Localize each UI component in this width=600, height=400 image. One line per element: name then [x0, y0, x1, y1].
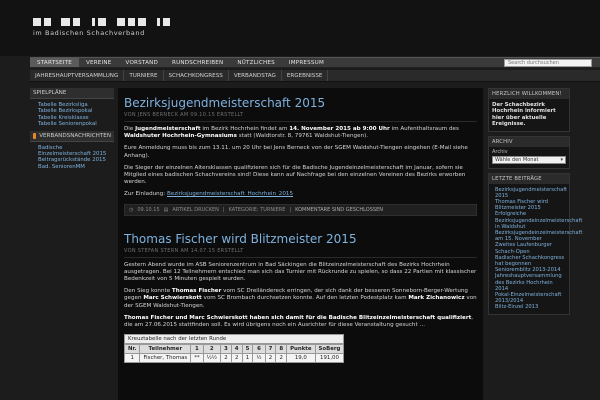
site-tagline: im Badischen Schachverband	[33, 29, 145, 37]
post-paragraph: Gestern Abend wurde im ASB Seniorenzentrum in Bad Säckingen die Blitzeinzelmeisterschaft des Bezirks Hochrhein ausgetragen. Bei 12 Teilnehmern entschied man sich das Turnier mit Rückrunde zu spielen, so dass 22 Partien mit klassischer Bedenkzeit von 5 Minuten gespielt wurden.	[124, 261, 477, 283]
logo-letter-block	[163, 18, 170, 26]
table-cell: 191,00	[315, 354, 344, 363]
chevron-down-icon: ▾	[560, 156, 563, 163]
nav-jahreshauptversammlung[interactable]: JAHRESHAUPTVERSAMMLUNG	[30, 70, 124, 81]
post-meta: VON JENS BERNECK AM 09.10.15 ERSTELLT	[124, 112, 477, 122]
table-cell: **	[191, 354, 203, 363]
recent-post-link[interactable]: Zweites Laufenburger Schach-Open	[495, 242, 552, 255]
logo-letter-block	[157, 18, 160, 26]
left-sidebar	[30, 88, 114, 400]
table-header-row	[125, 345, 344, 354]
bold-text: 14. November 2015 ab 9:00 Uhr	[289, 126, 390, 132]
table-header: 3	[221, 345, 232, 354]
link-bad-seniorenmm[interactable]: Bad. SeniorenMM	[38, 163, 85, 170]
link-tabelle-kreisklasse[interactable]: Tabelle Kreisklasse	[38, 114, 89, 121]
text: Den Sieg konnte	[124, 288, 172, 295]
separator: |	[222, 206, 225, 213]
crosstable-caption: Kreuztabelle nach der letzten Runde	[124, 334, 344, 344]
post-body	[124, 262, 477, 364]
nav-vereine[interactable]: VEREINE	[85, 59, 112, 66]
bold-text: Marc Schwierskott	[143, 295, 202, 302]
table-cell: 1	[125, 354, 140, 363]
table-cell: Fischer, Thomas	[140, 354, 191, 363]
post-footer	[124, 204, 477, 216]
nav-rundschreiben[interactable]: RUNDSCHREIBEN	[172, 59, 224, 66]
post-paragraph	[124, 126, 477, 140]
logo-spacer	[109, 18, 114, 26]
bold-text: Mark Zichanowicz	[408, 295, 465, 302]
invitation-link[interactable]: Bezirksjugendmeisterschaft_Hochrhein_2015	[166, 191, 294, 198]
logo-spacer	[149, 18, 154, 26]
recent-posts-list	[489, 184, 583, 314]
text: im Bezirk Hochrhein findet am	[200, 126, 290, 132]
bold-text: Waldshuter Hochrhein-Gymnasiums	[124, 133, 237, 140]
comments-status: KOMMENTARE SIND GESCHLOSSEN	[295, 206, 383, 213]
table-header: 1	[191, 345, 203, 354]
spielplaene-heading	[30, 88, 114, 99]
table-cell: ½½	[203, 354, 220, 363]
table-header: 7	[265, 345, 276, 354]
logo-spacer	[83, 18, 89, 26]
table-header: SoBerg	[315, 345, 344, 354]
post-article	[118, 224, 483, 366]
post-article	[118, 88, 483, 224]
table-header: Nr.	[125, 345, 140, 354]
secondary-nav	[30, 70, 600, 82]
table-cell: 2	[276, 354, 287, 363]
logo-letter-block	[73, 18, 80, 26]
text: Zur Einladung:	[124, 191, 167, 198]
nav-impressum[interactable]: IMPRESSUM	[288, 59, 324, 66]
logo-letter-block	[61, 18, 70, 26]
recent-post-link[interactable]: Blitz-Einzel 2013	[495, 304, 539, 311]
welcome-text: Der Schachbezirk Hochrhein informiert hier über aktuelle Ereignisse.	[492, 102, 556, 128]
nav-nuetzliches[interactable]: NÜTZLICHES	[237, 59, 275, 66]
logo-letter-block	[33, 18, 41, 26]
table-header: 6	[253, 345, 265, 354]
logo-letter-block	[128, 18, 135, 26]
nav-ergebnisse[interactable]: ERGEBNISSE	[282, 70, 329, 81]
nav-startseite[interactable]: STARTSEITE	[30, 58, 79, 67]
table-header: Punkte	[287, 345, 315, 354]
primary-nav	[30, 57, 600, 68]
table-cell: ½	[253, 354, 265, 363]
logo-letter-block	[44, 18, 51, 26]
table-header: 5	[242, 345, 253, 354]
main-content	[118, 88, 483, 400]
crosstable	[124, 334, 344, 363]
welcome-widget	[488, 88, 570, 132]
text: im Aufenthaltsraum des	[389, 126, 459, 132]
logo-letter-block	[117, 18, 125, 26]
archive-select-value: Wähle den Monat	[495, 156, 539, 163]
verbandsnachrichten-title[interactable]: VERBANDSNACHRICHTEN	[39, 132, 111, 139]
nav-verbandstag[interactable]: VERBANDSTAG	[229, 70, 282, 81]
recent-post-link[interactable]: Badischer Schachkongress hat begonnen	[495, 254, 565, 268]
link-tabelle-seniorenpokal[interactable]: Tabelle Seniorenpokal	[38, 121, 97, 128]
recent-post-link[interactable]: Thomas Fischer wird Blitzmeister 2015	[495, 199, 549, 212]
print-icon: ▤	[163, 206, 169, 213]
recent-post-link[interactable]: Bezirksjugendmeisterschaft 2015	[495, 186, 568, 199]
spielplaene-list	[30, 99, 114, 131]
logo-letter-block	[138, 18, 146, 26]
table-header: 2	[203, 345, 220, 354]
verbandsnachrichten-heading	[30, 131, 114, 142]
bold-text: Thomas Fischer	[171, 288, 222, 295]
recent-post-link[interactable]: Bezirksjugendeinzelmeisterschaft am 15. November	[495, 230, 583, 243]
post-paragraph: Die Sieger der einzelnen Altersklassen qualifizieren sich für die Badische Jugendeinzelmeisterschaft im Januar, sofern sie Mitglied eines badischen Schachvereins sind! Diese kann auf Nachfrage bei den einzelnen Vereinen des Bezirks erworben werden.	[124, 164, 466, 186]
archive-widget	[488, 136, 570, 169]
welcome-heading: HERZLICH WILLKOMMEN!	[489, 89, 569, 99]
recent-post-link[interactable]: Pokal-Einzelmeisterschaft 2013/2014	[495, 292, 562, 305]
post-body	[124, 126, 477, 199]
category-link[interactable]: KATEGORIE: TURNIERE	[228, 206, 286, 213]
nav-schachkongress[interactable]: SCHACHKONGRESS	[164, 70, 229, 81]
logo-spacer	[54, 18, 58, 26]
text: Die	[124, 126, 136, 132]
post-date: 09.10.15	[137, 206, 160, 213]
link-badische-einzelmeisterschaft[interactable]: Badische Einzelmeisterschaft 2015	[38, 144, 107, 158]
logo-letter-block	[98, 18, 106, 26]
clock-icon: ◷	[129, 206, 134, 213]
table-cell: 1	[242, 354, 253, 363]
recent-post-link[interactable]: Erfolgreiche Bezirksjugendeinzelmeisterschaft in Waldshut	[495, 211, 583, 230]
text: vom SC Dreiländereck erringen, der sich dank der besseren Sonneborn-Berger-Wertung gegen	[124, 288, 468, 302]
post-meta: VON STEFAN STERN AM 14.07.15 ERSTELLT	[124, 248, 477, 258]
table-cell: 19,0	[287, 354, 315, 363]
recent-post-link[interactable]: Senioremblitz 2013-2014	[495, 267, 561, 274]
post-paragraph	[124, 288, 477, 310]
archive-select[interactable]	[492, 156, 566, 164]
site-logo[interactable]	[33, 17, 183, 26]
post-title[interactable]: Bezirksjugendmeisterschaft 2015	[124, 96, 326, 110]
right-sidebar	[488, 88, 583, 400]
print-link[interactable]: ARTIKEL DRUCKEN	[172, 206, 219, 213]
link-tabelle-bezirkspokal[interactable]: Tabelle Bezirkspokal	[38, 108, 93, 115]
table-row	[125, 354, 344, 363]
search-input[interactable]	[504, 59, 592, 67]
table-header: Teilnehmer	[140, 345, 191, 354]
site-header	[0, 0, 600, 56]
post-paragraph	[124, 191, 477, 198]
logo-letter-block	[92, 18, 95, 26]
table-cell: 2	[221, 354, 232, 363]
table-header: 8	[276, 345, 287, 354]
table-header: 4	[231, 345, 242, 354]
text: statt (Waldtorstr. 8, 79761 Waldshut-Tiengen).	[236, 133, 369, 140]
post-title[interactable]: Thomas Fischer wird Blitzmeister 2015	[124, 231, 357, 246]
post-paragraph: Eure Anmeldung muss bis zum 13.11. um 20 Uhr bei Jens Berneck von der SGEM Waldshut-Tiengen eingehen (E-Mail siehe Anhang).	[124, 145, 468, 159]
text: vom SC Brombach durchsetzen konnte. Auf den letzten Podestplatz kam	[201, 295, 409, 302]
bold-text: Jugendmeisterschaft	[135, 126, 201, 132]
spielplaene-title: SPIELPLÄNE	[33, 90, 67, 96]
verbandsnachrichten-list	[30, 142, 114, 174]
text: , die am 27.06.2015 stattfinden soll. Es wird übrigens noch ein Ausrichter für diese Veranstaltung gesucht …	[124, 314, 474, 329]
archive-heading: ARCHIV	[489, 137, 569, 147]
recent-post-link[interactable]: Jahreshauptversammlung des Bezirks Hochrhein 2014	[495, 273, 562, 292]
recent-posts-widget	[488, 173, 583, 315]
bold-text: Thomas Fischer und Marc Schwierskott haben sich damit für die Badische Blitzeinzelmeisterschaft qualifiziert	[124, 314, 472, 321]
link-tabelle-bezirksliga[interactable]: Tabelle Bezirksliga	[38, 102, 88, 108]
rss-icon[interactable]	[33, 133, 36, 139]
table-cell: 2	[231, 354, 242, 363]
nav-turniere[interactable]: TURNIERE	[124, 70, 163, 81]
table-cell: 2	[265, 354, 276, 363]
post-paragraph	[124, 315, 477, 329]
archive-label: Archiv	[492, 148, 508, 155]
nav-vorstand[interactable]: VORSTAND	[125, 59, 158, 66]
text: von der SGEM Waldshut-Tiengen.	[124, 295, 477, 309]
recent-posts-heading: LETZTE BEITRÄGE	[489, 174, 569, 184]
link-beitragsrueckstaende[interactable]: Beitragsrückstände 2015	[38, 157, 106, 164]
separator: |	[289, 206, 292, 213]
